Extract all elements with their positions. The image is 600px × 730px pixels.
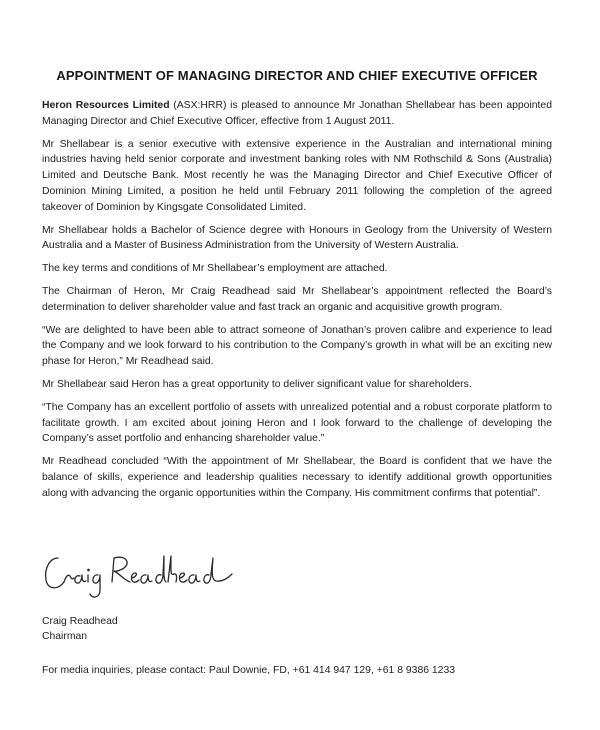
signer-title: Chairman (42, 631, 88, 643)
paragraph-terms: The key terms and conditions of Mr Shellabear’s employment are attached. (42, 263, 388, 275)
paragraph-chairman-quote: “We are delighted to have been able to attract someone of Jonathan’s proven calibre and experience to lead the Company and we look forward to his contribution to the Company’s growth in what will be an exciting new phase for Heron,” Mr Readhead said. (42, 324, 552, 368)
handwritten-signature (42, 544, 242, 602)
signer-name: Craig Readhead (42, 615, 118, 627)
paragraph-chairman-statement: The Chairman of Heron, Mr Craig Readhead said Mr Shellabear’s appointment reflected the Board’s determination to deliver shareholder value and fast track an organic and acquisitive growth program. (42, 285, 552, 313)
paragraph-experience: Mr Shellabear is a senior executive with extensive experience in the Australian and international mining industries having held senior corporate and investment banking roles with NM Rothschild & Sons (Australia) Limited and Deutsche Bank. Most recently he was the Managing Director and Chief Executive Officer of Dominion Mining Limited, a position he held until February 2011 following the completion of the agreed takeover of Dominion by Kingsgate Consolidated Limited. (42, 138, 552, 213)
media-contact: For media inquiries, please contact: Paul Downie, FD, +61 414 947 129, +61 8 9386 1233 (42, 665, 456, 677)
document-title: APPOINTMENT OF MANAGING DIRECTOR AND CHIEF EXECUTIVE OFFICER (56, 68, 538, 83)
paragraph-education: Mr Shellabear holds a Bachelor of Science degree with Honours in Geology from the University of Western Australia and a Master of Business Administration from the University of Western Australia. (42, 224, 552, 252)
paragraph-shellabear-quote: “The Company has an excellent portfolio of assets with unrealized potential and a robust corporate platform to facilitate growth. I am excited about joining Heron and I look forward to the challenge of developing the Company’s asset portfolio and enhancing shareholder value.” (42, 401, 552, 445)
intro-paragraph (42, 98, 552, 130)
paragraph-conclusion: Mr Readhead concluded “With the appointment of Mr Shellabear, the Board is confident that we have the balance of skills, experience and leadership qualities necessary to identify additional growth opportunities along with advancing the organic opportunities within the Company. His commitment confirms that potential”. (42, 456, 552, 499)
intro-text: (ASX:HRR) is pleased to announce Mr Jonathan Shellabear has been appointed Managing Director and Chief Executive Officer, effective from 1 August 2011. (42, 100, 552, 127)
paragraph-shellabear-statement: Mr Shellabear said Heron has a great opportunity to deliver significant value for shareholders. (42, 378, 472, 390)
signer-block (42, 614, 552, 646)
company-name: Heron Resources Limited (42, 100, 170, 111)
